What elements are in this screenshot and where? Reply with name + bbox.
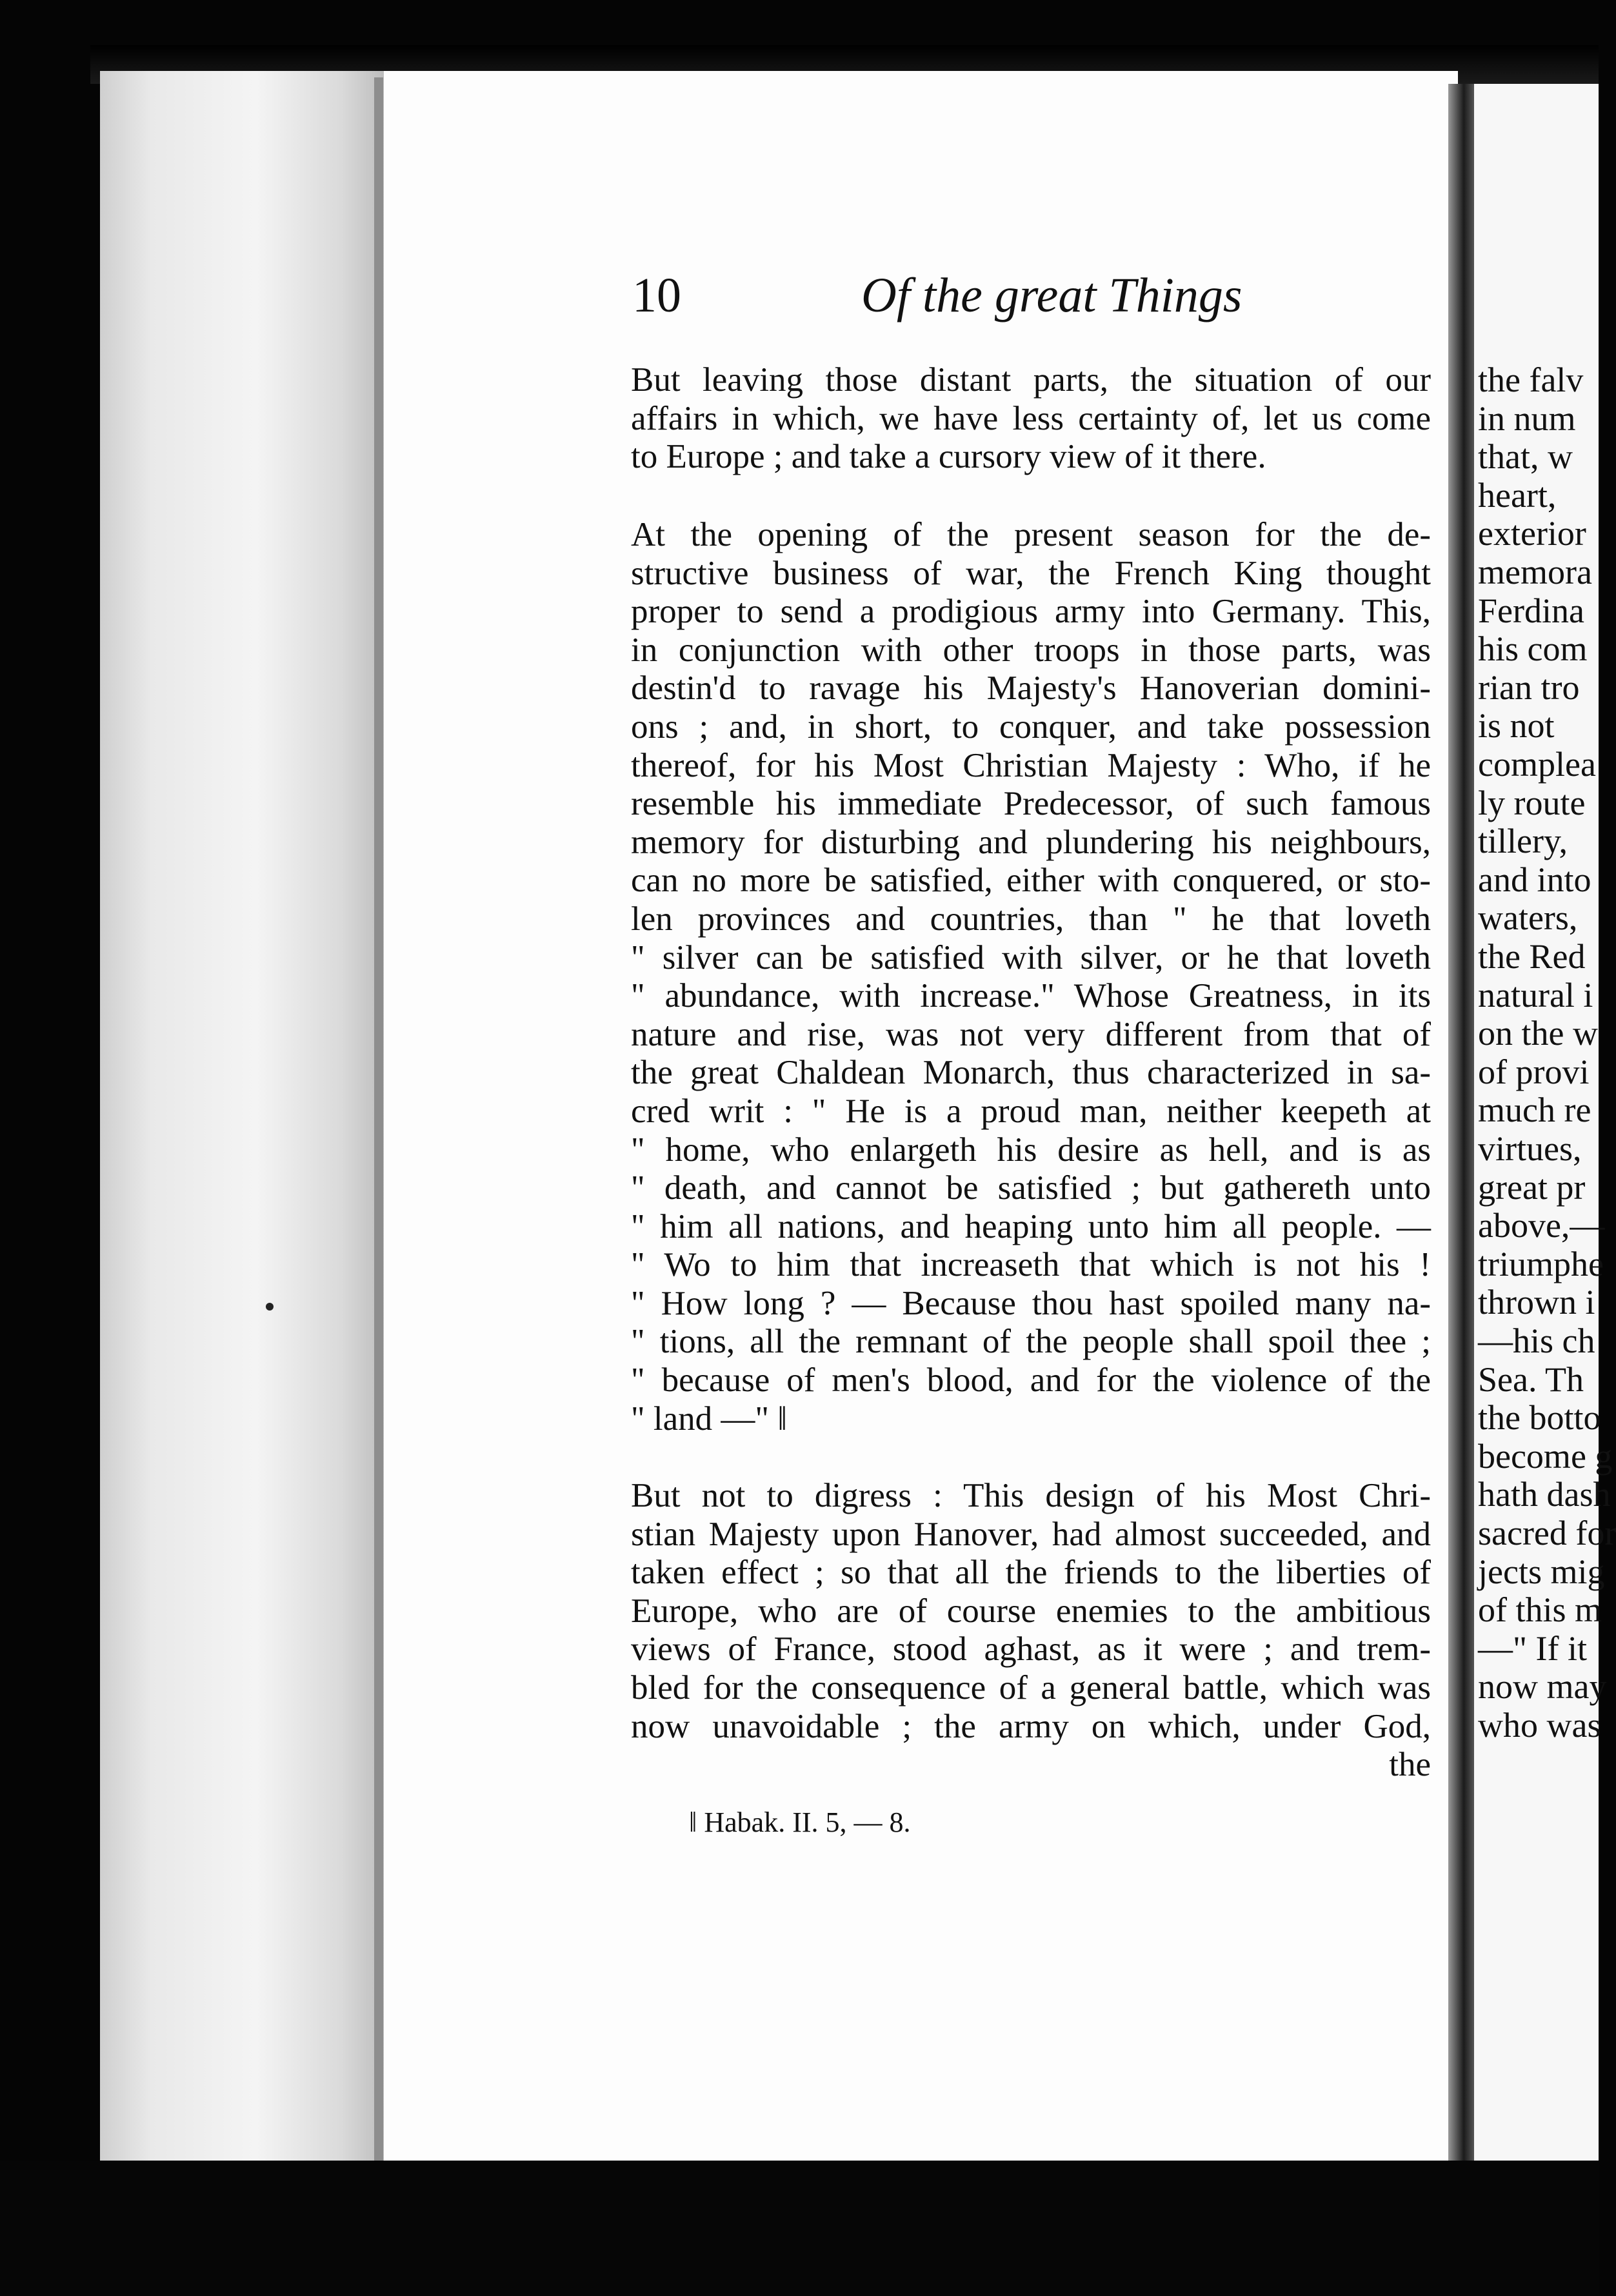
text-line: " silver can be satisfied with silver, or he that loveth bbox=[631, 938, 1431, 976]
text-line: views of France, stood aghast, as it were ; and trem- bbox=[631, 1630, 1431, 1668]
facing-page-line: Sea. Th bbox=[1478, 1360, 1584, 1399]
facing-page-line: on the w bbox=[1478, 1014, 1598, 1053]
facing-page-line: rian tro bbox=[1478, 668, 1580, 707]
facing-page-line: sacred for bbox=[1478, 1514, 1616, 1552]
paragraph-1 bbox=[631, 361, 1431, 477]
facing-page-line: waters, bbox=[1478, 898, 1578, 938]
text-line: nature and rise, was not very different from that of bbox=[631, 1015, 1431, 1053]
text-line: proper to send a prodigious army into Germany. This, bbox=[631, 593, 1431, 631]
facing-page-line: who was bbox=[1478, 1706, 1601, 1745]
facing-page-line: now may bbox=[1478, 1667, 1607, 1707]
text-line: " abundance, with increase." Whose Greatness, in its bbox=[631, 977, 1431, 1015]
catchword: the bbox=[1389, 1746, 1431, 1784]
bottom-shadow bbox=[0, 2161, 1599, 2296]
page-number: 10 bbox=[632, 268, 681, 322]
paragraph-3 bbox=[631, 1477, 1431, 1785]
facing-page-line: exterior bbox=[1478, 514, 1586, 553]
facing-page-line: natural i bbox=[1478, 975, 1593, 1014]
facing-page-line: thrown i bbox=[1478, 1283, 1595, 1322]
facing-page-line: that, w bbox=[1478, 437, 1573, 477]
text-line: to Europe ; and take a cursory view of it there. bbox=[631, 438, 1266, 476]
text-line: resemble his immediate Predecessor, of such famous bbox=[631, 785, 1431, 823]
facing-page-line: of this m bbox=[1478, 1590, 1602, 1630]
text-line: But not to digress : This design of his Most Chri- bbox=[631, 1477, 1431, 1514]
text-line: " home, who enlargeth his desire as hell, and is as bbox=[631, 1131, 1431, 1169]
text-line: Europe, who are of course enemies to the ambitious bbox=[631, 1592, 1431, 1630]
text-line: " him all nations, and heaping unto him all people. — bbox=[631, 1207, 1431, 1245]
facing-page-line: triumphe bbox=[1478, 1244, 1604, 1283]
facing-page-line: jects mig bbox=[1478, 1552, 1605, 1591]
facing-page-line: hath dash bbox=[1478, 1475, 1611, 1514]
text-line: " land —" ‖ bbox=[631, 1400, 788, 1438]
text-line: the great Chaldean Monarch, thus characterized in sa- bbox=[631, 1054, 1431, 1092]
text-line: memory for disturbing and plundering his neighbours, bbox=[631, 823, 1431, 861]
text-line: At the opening of the present season for the de- bbox=[631, 516, 1431, 553]
facing-page-line: much re bbox=[1478, 1091, 1591, 1130]
facing-page-line: and into bbox=[1478, 860, 1591, 899]
text-line: now unavoidable ; the army on which, under God, bbox=[631, 1707, 1431, 1745]
facing-page-line: ly route bbox=[1478, 783, 1586, 822]
facing-page-line: great pr bbox=[1478, 1167, 1586, 1207]
facing-page-line: in num bbox=[1478, 399, 1576, 438]
facing-page-line: memora bbox=[1478, 553, 1592, 591]
facing-page-line: virtues, bbox=[1478, 1129, 1582, 1168]
text-line: stian Majesty upon Hanover, had almost succeeded, and bbox=[631, 1515, 1431, 1553]
text-line: " because of men's blood, and for the violence of the bbox=[631, 1361, 1431, 1400]
text-line: in conjunction with other troops in those parts, was bbox=[631, 631, 1431, 669]
ink-spot bbox=[266, 1303, 274, 1311]
facing-page-line: is not bbox=[1478, 706, 1555, 746]
text-line: len provinces and countries, than " he that loveth bbox=[631, 900, 1431, 938]
page-fold bbox=[374, 77, 383, 2167]
previous-page-edge bbox=[100, 71, 384, 2173]
text-line: " tions, all the remnant of the people shall spoil thee ; bbox=[631, 1323, 1431, 1361]
text-line: cred writ : " He is a proud man, neither keepeth at bbox=[631, 1092, 1431, 1130]
facing-page-line: Ferdina bbox=[1478, 591, 1584, 630]
text-line: thereof, for his Most Christian Majesty : Who, if he bbox=[631, 746, 1431, 784]
facing-page-line: above,— bbox=[1478, 1206, 1605, 1245]
text-line: " Wo to him that increaseth that which is not his ! bbox=[631, 1246, 1431, 1284]
text-line: " death, and cannot be satisfied ; but gathereth unto bbox=[631, 1169, 1431, 1207]
facing-page-line: complea bbox=[1478, 745, 1596, 784]
running-head: Of the great Things bbox=[861, 268, 1242, 322]
facing-page-line: tillery, bbox=[1478, 822, 1568, 861]
facing-page-line: —" If it bbox=[1478, 1628, 1588, 1668]
facing-page-line: heart, bbox=[1478, 475, 1557, 515]
facing-page-line: —his ch bbox=[1478, 1321, 1595, 1360]
text-line: destin'd to ravage his Majesty's Hanoverian domini- bbox=[631, 669, 1431, 708]
footnote: ‖ Habak. II. 5, — 8. bbox=[689, 1806, 911, 1838]
text-line: ons ; and, in short, to conquer, and take possession bbox=[631, 708, 1431, 746]
text-line: bled for the consequence of a general battle, which was bbox=[631, 1668, 1431, 1707]
facing-page bbox=[1474, 84, 1616, 2161]
text-line: taken effect ; so that all the friends to the liberties of bbox=[631, 1554, 1431, 1592]
gutter bbox=[1448, 84, 1474, 2161]
text-line: structive business of war, the French King thought bbox=[631, 554, 1431, 592]
text-line: " How long ? — Because thou hast spoiled many na- bbox=[631, 1284, 1431, 1322]
text-line: But leaving those distant parts, the situation of our bbox=[631, 361, 1431, 399]
facing-page-line: his com bbox=[1478, 629, 1588, 669]
text-line: affairs in which, we have less certainty of, let us come bbox=[631, 399, 1431, 437]
facing-page-line: of provi bbox=[1478, 1052, 1590, 1091]
facing-page-line: the botto bbox=[1478, 1398, 1601, 1438]
facing-page-line: the Red bbox=[1478, 937, 1586, 976]
paragraph-2 bbox=[631, 516, 1431, 1438]
facing-page-line: the falv bbox=[1478, 361, 1584, 399]
text-line: can no more be satisfied, either with conquered, or sto- bbox=[631, 862, 1431, 900]
page-header bbox=[632, 268, 1432, 339]
facing-page-line: become g bbox=[1478, 1436, 1613, 1476]
